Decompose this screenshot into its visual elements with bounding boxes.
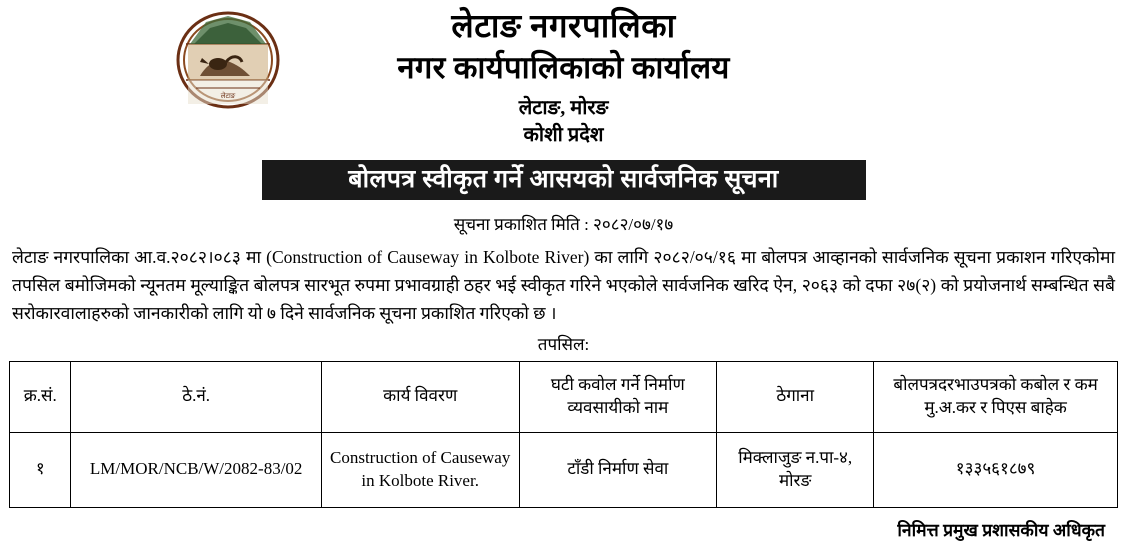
notice-title-banner: बोलपत्र स्वीकृत गर्ने आसयको सार्वजनिक सूचना [262,160,866,200]
cell-work-desc: Construction of Causeway in Kolbote River. [321,432,519,507]
organization-name: लेटाङ नगरपालिका [451,9,676,45]
tapasil-label: तपसिल: [537,334,590,354]
column-header-address: ठेगाना [717,361,874,432]
cell-address: मिक्लाजुङ न.पा-४, मोरङ [717,432,874,507]
municipality-emblem-icon [176,10,280,110]
signature-line: निमित्त प्रमुख प्रशासकीय अधिकृत [897,519,1105,540]
paragraph-english-title: Construction of Causeway in Kolbote River [271,246,584,267]
table-header-row [10,361,1118,432]
cell-tender-no: LM/MOR/NCB/W/2082-83/02 [71,432,321,507]
cell-sn: १ [10,432,71,507]
cell-amount: १३३५६१८७९ [874,432,1118,507]
table-row [10,432,1118,507]
column-header-amount: बोलपत्रदरभाउपत्रको कबोल र कम मु.अ.कर र पिएस बाहेक [874,361,1118,432]
publish-date: सूचना प्रकाशित मिति : २०८२/०७/१७ [453,214,674,234]
bid-details-table [9,361,1118,508]
column-header-work-desc: कार्य विवरण [321,361,519,432]
column-header-tender-no: ठे.नं. [71,361,321,432]
column-header-firm-name: घटी कवोल गर्ने निर्माण व्यवसायीको नाम [519,361,717,432]
organization-province: कोशी प्रदेश [523,123,604,146]
organization-address: लेटाङ, मोरङ [518,96,609,119]
cell-firm-name: टाँडी निर्माण सेवा [519,432,717,507]
document-header [8,6,1119,235]
organization-office: नगर कार्यपालिकाको कार्यालय [397,50,730,86]
svg-text:लेटाङ: लेटाङ [220,93,236,100]
paragraph-segment-2: ) का लागि २०८२/०५/१६ मा बोलपत्र आव्हानको सार्वजनिक सूचना प्रकाशन गरिएकोमा तपसिल बमोजिमको न्यूनतम मूल्याङ्कित बोलपत्र सारभूत रुपमा प्रभावग्राही ठहर भई स्वीकृत गरिने भएकोले सार्वजनिक खरिद ऐन, २०६३ को दफा २७(२) को प्रयोजनार्थ सम्बन्धित सबै सरोकारवालाहरुको जानकारीको लागि यो ७ दिने सार्वजनिक सूचना प्रकाशित गरिएको छ । [12,246,1115,324]
paragraph-segment-1: लेटाङ नगरपालिका आ.व.२०८२।०८३ मा ( [12,246,272,267]
notice-body-paragraph [8,243,1119,328]
column-header-sn: क्र.सं. [10,361,71,432]
